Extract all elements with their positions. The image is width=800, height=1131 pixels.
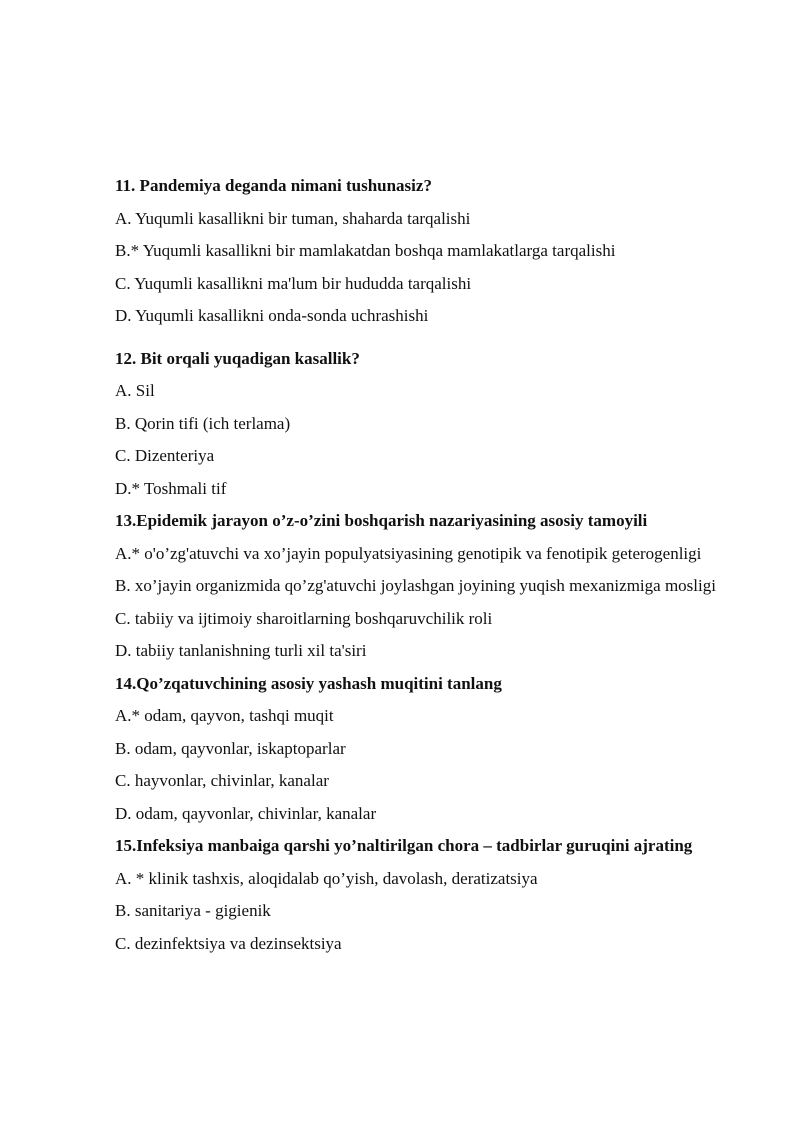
answer-option: B. odam, qayvonlar, iskaptoparlar xyxy=(115,738,346,758)
question-11 xyxy=(115,170,725,333)
answer-option: C. dezinfektsiya va dezinsektsiya xyxy=(115,933,342,953)
answer-option: D.* Toshmali tif xyxy=(115,478,227,498)
question-title: 13.Epidemik jarayon o’z-o’zini boshqarish nazariyasining asosiy tamoyili xyxy=(115,511,648,530)
question-title: 11. Pandemiya deganda nimani tushunasiz? xyxy=(115,176,432,195)
answer-option: C. Dizenteriya xyxy=(115,446,215,465)
answer-option: C. hayvonlar, chivinlar, kanalar xyxy=(115,771,329,790)
answer-option: C. Yuqumli kasallikni ma'lum bir hududda tarqalishi xyxy=(115,273,472,293)
question-list xyxy=(115,170,725,960)
answer-option: A.* odam, qayvon, tashqi muqit xyxy=(115,706,334,725)
answer-option: C. tabiiy va ijtimoiy sharoitlarning boshqaruvchilik roli xyxy=(115,608,493,628)
spacer xyxy=(115,333,725,343)
answer-option: B. sanitariya - gigienik xyxy=(115,901,271,920)
question-title: 15.Infeksiya manbaiga qarshi yo’naltirilgan chora – tadbirlar guruqini ajrating xyxy=(115,836,693,855)
answer-option: D. odam, qayvonlar, chivinlar, kanalar xyxy=(115,803,377,823)
answer-option: D. Yuqumli kasallikni onda-sonda uchrashishi xyxy=(115,306,429,325)
question-13 xyxy=(115,505,725,668)
question-12 xyxy=(115,343,725,506)
question-title: 12. Bit orqali yuqadigan kasallik? xyxy=(115,348,360,368)
answer-option: B. xo’jayin organizmida qo’zg'atuvchi joylashgan joyining yuqish mexanizmiga mosligi xyxy=(115,576,716,595)
question-15 xyxy=(115,830,725,960)
answer-option: B. Qorin tifi (ich terlama) xyxy=(115,413,291,433)
answer-option: A.* o'o’zg'atuvchi va xo’jayin populyatsiyasining genotipik va fenotipik geterogenligi xyxy=(115,543,702,563)
answer-option: A. Yuqumli kasallikni bir tuman, shaharda tarqalishi xyxy=(115,208,471,228)
answer-option: D. tabiiy tanlanishning turli xil ta'siri xyxy=(115,641,367,660)
question-title: 14.Qo’zqatuvchining asosiy yashash muqitini tanlang xyxy=(115,673,502,693)
answer-option: B.* Yuqumli kasallikni bir mamlakatdan boshqa mamlakatlarga tarqalishi xyxy=(115,241,616,260)
question-14 xyxy=(115,668,725,831)
answer-option: A. Sil xyxy=(115,381,155,400)
answer-option: A. * klinik tashxis, aloqidalab qo’yish, davolash, deratizatsiya xyxy=(115,868,538,888)
